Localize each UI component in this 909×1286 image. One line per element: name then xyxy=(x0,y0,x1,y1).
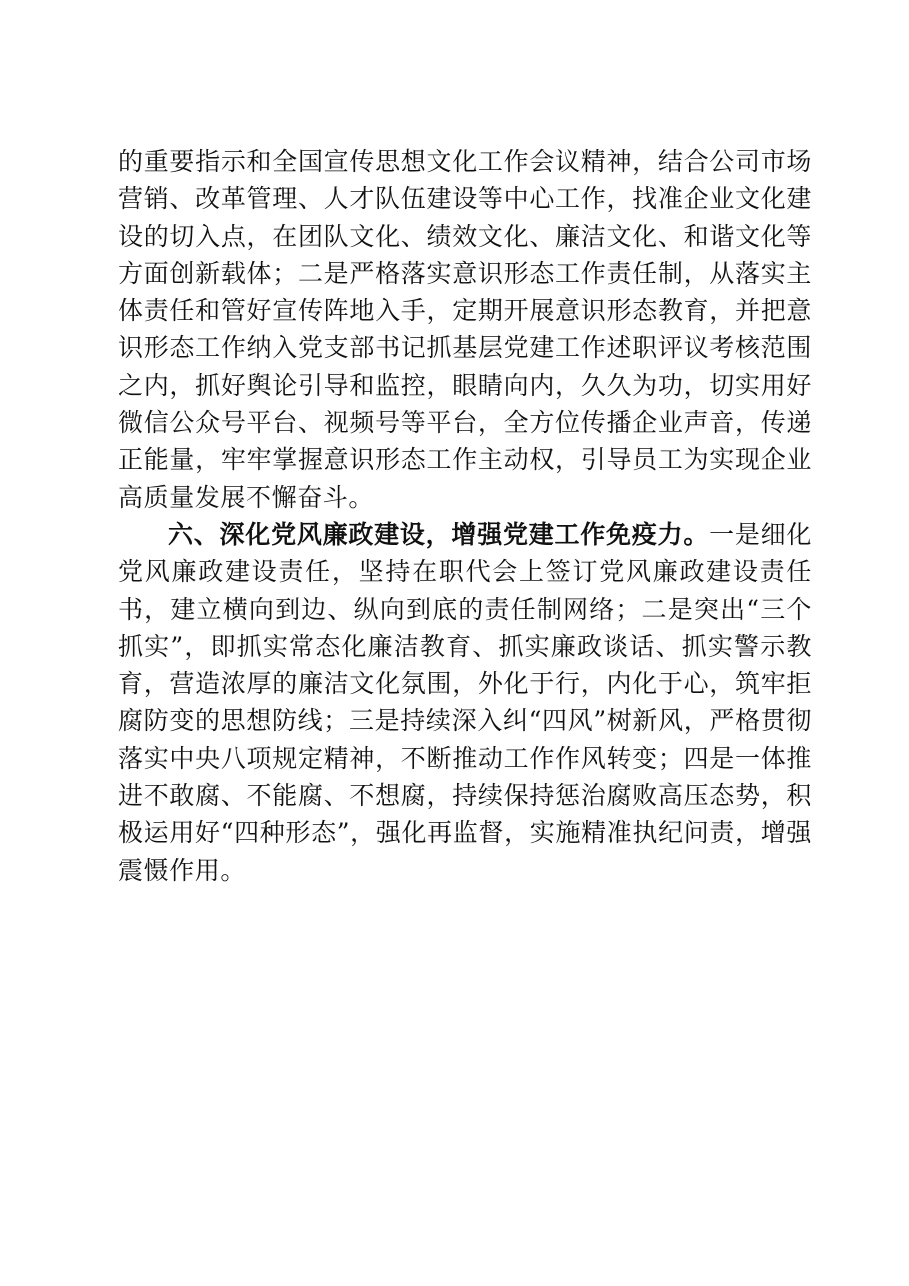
document-body xyxy=(118,143,812,889)
paragraph-continuation xyxy=(118,143,812,516)
section-6-body: 一是细化党风廉政建设责任，坚持在职代会上签订党风廉政建设责任书，建立横向到边、纵向到底的责任制网络；二是突出“三个抓实”，即抓实常态化廉洁教育、抓实廉政谈话、抓实警示教育，营造浓厚的廉洁文化氛围，外化于行，内化于心，筑牢拒腐防变的思想防线；三是持续深入纠“四风”树新风，严格贯彻落实中央八项规定精神，不断推动工作作风转变；四是一体推进不敢腐、不能腐、不想腐，持续保持惩治腐败高压态势，积极运用好“四种形态”，强化再监督，实施精准执纪问责，增强震慑作用。 xyxy=(118,519,812,885)
section-6-heading: 六、深化党风廉政建设，增强党建工作免疫力。 xyxy=(168,519,710,549)
section-6-paragraph xyxy=(118,516,812,889)
paragraph-1-text: 的重要指示和全国宣传思想文化工作会议精神，结合公司市场营销、改革管理、人才队伍建设等中心工作，找准企业文化建设的切入点，在团队文化、绩效文化、廉洁文化、和谐文化等方面创新载体；二是严格落实意识形态工作责任制，从落实主体责任和管好宣传阵地入手，定期开展意识形态教育，并把意识形态工作纳入党支部书记抓基层党建工作述职评议考核范围之内，抓好舆论引导和监控，眼睛向内，久久为功，切实用好微信公众号平台、视频号等平台，全方位传播企业声音，传递正能量，牢牢掌握意识形态工作主动权，引导员工为实现企业高质量发展不懈奋斗。 xyxy=(118,147,812,512)
